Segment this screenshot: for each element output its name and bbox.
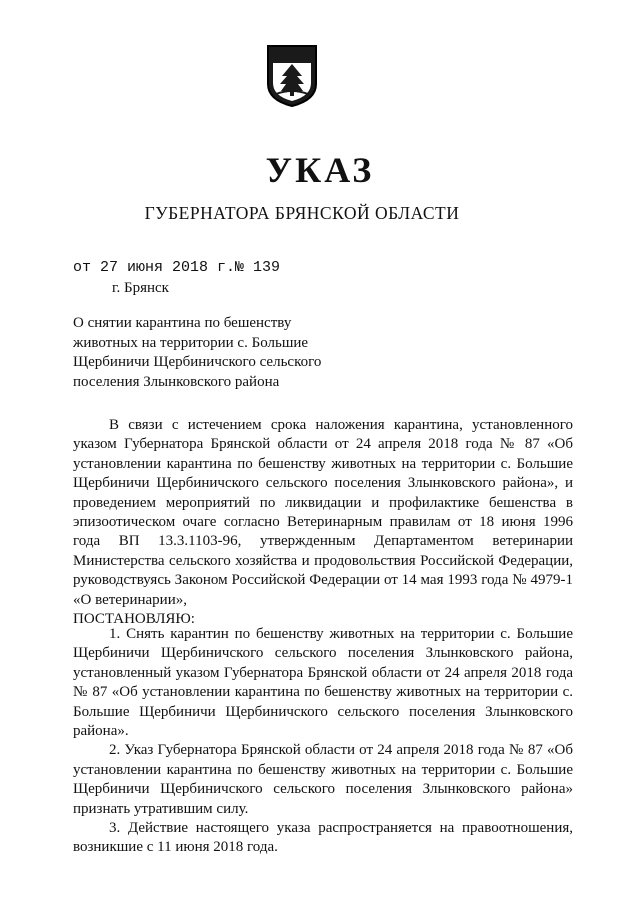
decree-word: ПОСТАНОВЛЯЮ:: [73, 611, 195, 628]
date-number-line: [73, 258, 281, 278]
preamble-block: [73, 416, 573, 629]
document-number: № 139: [235, 259, 281, 276]
subject-line: О снятии карантина по бешенству: [73, 315, 292, 331]
coat-of-arms-icon: [266, 44, 318, 108]
subject-line: животных на территории с. Большие: [73, 334, 309, 351]
subject-line: поселения Злынковского района: [73, 373, 280, 390]
decree-item: 3. Действие настоящего указа распространяется на правоотношения, возникшие с 11 июня 2018 года.: [73, 820, 573, 856]
document-subtitle: ГУБЕРНАТОРА БРЯНСКОЙ ОБЛАСТИ: [144, 203, 460, 223]
decree-item: 2. Указ Губернатора Брянской области от 24 апреля 2018 года № 87 «Об установлении карантина по бешенству животных на территории с. Большие Щербиничи Щербиничского сельского поселения Злынковского района» признать утратившим силу.: [73, 742, 573, 817]
document-subject: [73, 314, 329, 392]
preamble-paragraph: В связи с истечением срока наложения карантина, установленного указом Губернатора Брянской области от 24 апреля 2018 года № 87 «Об установлении карантина по бешенству животных на территории с. Большие Щербиничи Щербиничского сельского поселения Злынковского района», и проведением мероприятий по ликвидации и профилактике бешенства в эпизоотическом очаге согласно Ветеринарным правилам от 18 июня 1996 года ВП 13.3.1103-96, утвержденным Департаментом ветеринарии Министерства сельского хозяйства и продовольствия Российской Федерации, руководствуясь Законом Российской Федерации от 14 мая 1993 года № 4979-1 «О ветеринарии»,: [73, 417, 573, 608]
subject-line: Щербиничи Щербиничского сельского: [73, 354, 322, 370]
document-city: г. Брянск: [112, 280, 169, 296]
document-date: от 27 июня 2018 г.: [73, 259, 236, 276]
document-title: УКАЗ: [265, 150, 375, 190]
decree-item: 1. Снять карантин по бешенству животных на территории с. Большие Щербиничи Щербиничского сельского поселения Злынковского района, установленный указом Губернатора Брянской области от 24 апреля 2018 года № 87 «Об установлении карантина по бешенству животных на территории с. Большие Щербиничи Щербиничского сельского поселения Злынковского района».: [73, 626, 573, 740]
decree-items: [73, 625, 573, 858]
